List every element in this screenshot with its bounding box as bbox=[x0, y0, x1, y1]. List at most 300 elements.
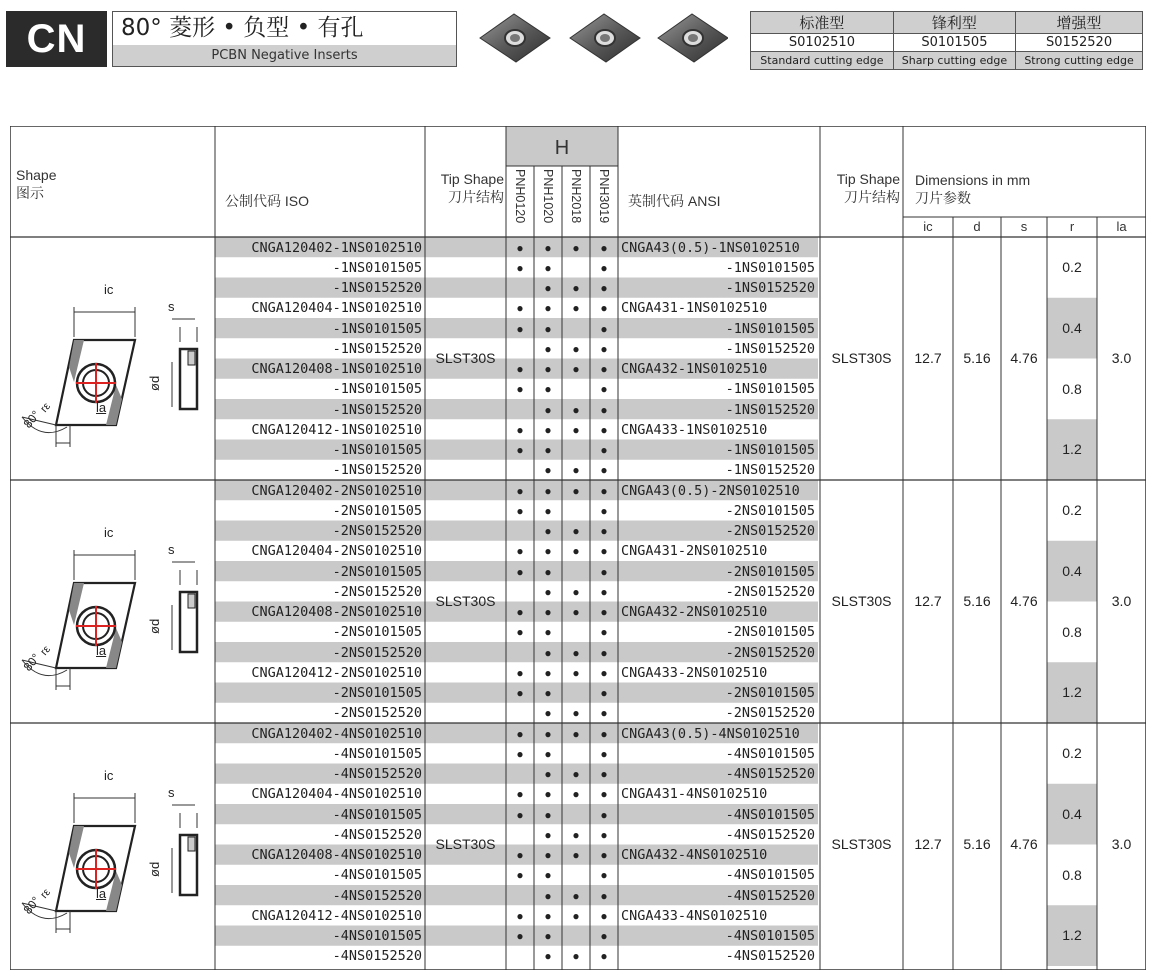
availability-dot: ● bbox=[516, 665, 524, 680]
iso-code: CNGA120408-2NS0102510 bbox=[251, 604, 422, 620]
dim-r-value: 1.2 bbox=[1062, 441, 1082, 458]
availability-dot: ● bbox=[572, 341, 580, 356]
ansi-code: -4NS0101505 bbox=[725, 745, 815, 762]
header-grade-pnh0120: PNH0120 bbox=[513, 169, 527, 224]
dim-r-value: 0.4 bbox=[1062, 805, 1082, 822]
dim-r-value: 0.4 bbox=[1062, 319, 1082, 336]
availability-dot: ● bbox=[572, 240, 580, 255]
availability-dot: ● bbox=[544, 301, 552, 316]
availability-dot: ● bbox=[516, 686, 524, 700]
iso-code: -1NS0101505 bbox=[332, 381, 422, 398]
title-en: PCBN Negative Inserts bbox=[113, 45, 456, 66]
availability-dot: ● bbox=[600, 301, 608, 316]
availability-dot: ● bbox=[600, 908, 608, 923]
iso-code: -1NS0101505 bbox=[332, 320, 422, 337]
availability-dot: ● bbox=[544, 362, 552, 376]
ansi-code: -4NS0101505 bbox=[725, 806, 815, 823]
dim-s-value: 4.76 bbox=[1010, 836, 1038, 852]
ansi-code: CNGA431-2NS0102510 bbox=[621, 543, 768, 560]
availability-dot: ● bbox=[544, 240, 552, 255]
availability-dot: ● bbox=[600, 807, 608, 822]
ansi-code: CNGA431-4NS0102510 bbox=[621, 786, 768, 803]
dim-d-value: 5.16 bbox=[963, 836, 991, 852]
availability-dot: ● bbox=[600, 767, 608, 781]
tip-shape-value: SLST30S bbox=[435, 593, 496, 609]
insert-top-view bbox=[22, 307, 135, 447]
availability-dot: ● bbox=[544, 868, 552, 883]
availability-dot: ● bbox=[600, 848, 608, 862]
availability-dot: ● bbox=[600, 827, 608, 842]
availability-dot: ● bbox=[572, 888, 580, 903]
availability-empty bbox=[506, 703, 534, 723]
availability-dot: ● bbox=[600, 463, 608, 478]
availability-dot: ● bbox=[516, 422, 524, 437]
availability-empty bbox=[506, 582, 534, 602]
iso-code: CNGA120412-2NS0102510 bbox=[251, 664, 422, 681]
ansi-code: CNGA433-4NS0102510 bbox=[621, 907, 768, 924]
edge-type-table bbox=[750, 11, 1143, 70]
ansi-code: -4NS0101505 bbox=[725, 928, 815, 944]
insert-icon-standard bbox=[480, 14, 550, 62]
diagram-label-s: s bbox=[168, 299, 175, 314]
ansi-code: -2NS0101505 bbox=[725, 624, 815, 641]
availability-dot: ● bbox=[544, 443, 552, 457]
diagram-label-la: la bbox=[96, 400, 107, 415]
availability-empty bbox=[506, 825, 534, 845]
availability-dot: ● bbox=[600, 362, 608, 376]
dim-r-value: 0.8 bbox=[1062, 380, 1082, 397]
ansi-code: -4NS0152520 bbox=[725, 826, 815, 843]
availability-dot: ● bbox=[600, 746, 608, 761]
ansi-code: CNGA431-1NS0102510 bbox=[621, 300, 768, 317]
availability-dot: ● bbox=[600, 382, 608, 397]
availability-dot: ● bbox=[544, 787, 552, 802]
insert-side-view bbox=[172, 319, 197, 409]
diagram-label-angle: 80° bbox=[20, 893, 43, 917]
availability-dot: ● bbox=[600, 868, 608, 883]
availability-dot: ● bbox=[600, 544, 608, 559]
iso-code: -1NS0152520 bbox=[332, 401, 422, 418]
ansi-code: CNGA432-4NS0102510 bbox=[621, 847, 768, 863]
availability-dot: ● bbox=[544, 402, 552, 417]
availability-dot: ● bbox=[516, 260, 524, 275]
availability-dot: ● bbox=[544, 422, 552, 437]
availability-dot: ● bbox=[600, 686, 608, 700]
availability-dot: ● bbox=[516, 443, 524, 457]
ansi-code: -2NS0101505 bbox=[725, 563, 815, 580]
ansi-code: -4NS0152520 bbox=[725, 766, 815, 782]
iso-code: CNGA120404-4NS0102510 bbox=[251, 786, 422, 803]
iso-code: -1NS0101505 bbox=[332, 259, 422, 276]
availability-dot: ● bbox=[516, 848, 524, 862]
availability-dot: ● bbox=[600, 929, 608, 943]
availability-dot: ● bbox=[516, 382, 524, 397]
availability-dot: ● bbox=[544, 564, 552, 579]
header-iso: 公制代码 ISO bbox=[225, 193, 310, 209]
dim-s-value: 4.76 bbox=[1010, 350, 1038, 366]
availability-dot: ● bbox=[544, 767, 552, 781]
iso-code: -4NS0152520 bbox=[332, 766, 422, 782]
dim-ic-value: 12.7 bbox=[914, 836, 942, 852]
availability-dot: ● bbox=[544, 321, 552, 336]
availability-dot: ● bbox=[544, 281, 552, 295]
availability-dot: ● bbox=[600, 726, 608, 741]
product-table bbox=[10, 126, 1146, 970]
availability-dot: ● bbox=[544, 726, 552, 741]
availability-dot: ● bbox=[516, 625, 524, 640]
availability-dot: ● bbox=[600, 625, 608, 640]
availability-dot: ● bbox=[572, 787, 580, 802]
availability-empty bbox=[562, 926, 590, 946]
diagram-label-ic: ic bbox=[104, 768, 114, 783]
insert-side-view bbox=[172, 805, 197, 895]
edge-header-standard: 标准型 bbox=[751, 12, 894, 34]
availability-dot: ● bbox=[544, 807, 552, 822]
availability-dot: ● bbox=[600, 483, 608, 498]
availability-dot: ● bbox=[516, 321, 524, 336]
edge-desc-strong: Strong cutting edge bbox=[1016, 52, 1143, 70]
diagram-label-re: rε bbox=[38, 643, 53, 658]
availability-dot: ● bbox=[600, 240, 608, 255]
availability-dot: ● bbox=[544, 483, 552, 498]
tip-shape-value-2: SLST30S bbox=[831, 593, 892, 609]
availability-dot: ● bbox=[572, 665, 580, 680]
ansi-code: CNGA43(0.5)-2NS0102510 bbox=[621, 482, 800, 499]
availability-dot: ● bbox=[572, 281, 580, 295]
iso-code: -2NS0101505 bbox=[332, 563, 422, 580]
iso-code: CNGA120402-1NS0102510 bbox=[251, 239, 422, 256]
availability-dot: ● bbox=[516, 362, 524, 376]
iso-code: -1NS0152520 bbox=[332, 340, 422, 357]
iso-code: -2NS0101505 bbox=[332, 624, 422, 641]
iso-code: -4NS0101505 bbox=[332, 928, 422, 944]
ansi-code: -2NS0101505 bbox=[725, 685, 815, 701]
availability-dot: ● bbox=[572, 706, 580, 721]
diagram-label-s: s bbox=[168, 785, 175, 800]
iso-code: -1NS0101505 bbox=[332, 442, 422, 458]
dim-r-value: 0.8 bbox=[1062, 866, 1082, 883]
availability-empty bbox=[562, 501, 590, 521]
header-shape: Shape 图示 bbox=[16, 167, 57, 201]
availability-empty bbox=[506, 946, 534, 966]
availability-empty bbox=[562, 562, 590, 582]
availability-dot: ● bbox=[544, 645, 552, 660]
edge-header-strong: 增强型 bbox=[1016, 12, 1143, 34]
dim-r-value: 1.2 bbox=[1062, 684, 1082, 701]
availability-dot: ● bbox=[600, 422, 608, 437]
tip-shape-value: SLST30S bbox=[435, 836, 496, 852]
availability-empty bbox=[562, 440, 590, 460]
availability-empty bbox=[562, 744, 590, 764]
availability-dot: ● bbox=[572, 949, 580, 964]
dim-r-value: 0.8 bbox=[1062, 623, 1082, 640]
dim-r-value: 1.2 bbox=[1062, 927, 1082, 944]
availability-dot: ● bbox=[516, 605, 524, 619]
edge-code-strong: S0152520 bbox=[1016, 34, 1143, 52]
availability-empty bbox=[506, 764, 534, 784]
availability-dot: ● bbox=[516, 908, 524, 923]
availability-empty bbox=[506, 460, 534, 480]
availability-dot: ● bbox=[544, 949, 552, 964]
header-grade-pnh2018: PNH2018 bbox=[569, 169, 583, 224]
ansi-code: CNGA43(0.5)-4NS0102510 bbox=[621, 725, 800, 742]
ansi-code: -2NS0152520 bbox=[725, 705, 815, 722]
iso-code: -2NS0152520 bbox=[332, 705, 422, 722]
dim-r-value: 0.2 bbox=[1062, 502, 1082, 518]
availability-dot: ● bbox=[544, 260, 552, 275]
tip-shape-value: SLST30S bbox=[435, 350, 496, 366]
ansi-code: -1NS0152520 bbox=[725, 462, 815, 479]
header-dim-d: d bbox=[973, 219, 981, 234]
availability-empty bbox=[506, 521, 534, 541]
edge-header-sharp: 锋利型 bbox=[893, 12, 1015, 34]
availability-dot: ● bbox=[600, 321, 608, 336]
edge-code-standard: S0102510 bbox=[751, 34, 894, 52]
product-code-badge: CN bbox=[6, 11, 107, 67]
diagram-label-d: ød bbox=[147, 375, 162, 391]
availability-dot: ● bbox=[600, 949, 608, 964]
diagram-label-ic: ic bbox=[104, 282, 114, 297]
availability-dot: ● bbox=[516, 787, 524, 802]
availability-dot: ● bbox=[516, 726, 524, 741]
ansi-code: CNGA433-2NS0102510 bbox=[621, 664, 768, 681]
availability-dot: ● bbox=[544, 746, 552, 761]
diagram-label-s: s bbox=[168, 542, 175, 557]
ansi-code: -2NS0152520 bbox=[725, 523, 815, 539]
availability-dot: ● bbox=[600, 787, 608, 802]
availability-dot: ● bbox=[544, 605, 552, 619]
availability-dot: ● bbox=[572, 422, 580, 437]
availability-dot: ● bbox=[544, 665, 552, 680]
header-ansi: 英制代码 ANSI bbox=[628, 193, 721, 209]
availability-dot: ● bbox=[516, 807, 524, 822]
dim-d-value: 5.16 bbox=[963, 350, 991, 366]
availability-dot: ● bbox=[544, 463, 552, 478]
ansi-code: -1NS0101505 bbox=[725, 320, 815, 337]
ansi-code: -1NS0152520 bbox=[725, 280, 815, 296]
iso-code: -2NS0101505 bbox=[332, 502, 422, 519]
diagram-label-d: ød bbox=[147, 861, 162, 877]
ansi-code: -4NS0152520 bbox=[725, 887, 815, 904]
availability-dot: ● bbox=[516, 503, 524, 518]
dim-la-value: 3.0 bbox=[1111, 593, 1132, 609]
availability-dot: ● bbox=[516, 564, 524, 579]
availability-dot: ● bbox=[572, 848, 580, 862]
availability-empty bbox=[562, 683, 590, 703]
ansi-code: -2NS0152520 bbox=[725, 583, 815, 600]
iso-code: -4NS0101505 bbox=[332, 806, 422, 823]
header-dim-la: la bbox=[1116, 219, 1127, 234]
ansi-code: -1NS0101505 bbox=[725, 381, 815, 398]
header-dim-s: s bbox=[1020, 219, 1028, 234]
availability-dot: ● bbox=[600, 564, 608, 579]
availability-dot: ● bbox=[600, 524, 608, 538]
tip-shape-value-2: SLST30S bbox=[831, 350, 892, 366]
edge-code-sharp: S0101505 bbox=[893, 34, 1015, 52]
diagram-label-re: rε bbox=[38, 400, 53, 415]
availability-empty bbox=[562, 319, 590, 339]
availability-dot: ● bbox=[572, 584, 580, 599]
insert-side-view bbox=[172, 562, 197, 652]
iso-code: -2NS0101505 bbox=[332, 685, 422, 701]
dim-ic-value: 12.7 bbox=[914, 350, 942, 366]
availability-dot: ● bbox=[572, 483, 580, 498]
iso-code: CNGA120404-1NS0102510 bbox=[251, 300, 422, 317]
availability-dot: ● bbox=[544, 544, 552, 559]
iso-code: -4NS0152520 bbox=[332, 887, 422, 904]
iso-code: CNGA120408-1NS0102510 bbox=[251, 361, 422, 377]
availability-dot: ● bbox=[572, 402, 580, 417]
availability-dot: ● bbox=[600, 341, 608, 356]
availability-empty bbox=[562, 805, 590, 825]
availability-dot: ● bbox=[572, 827, 580, 842]
availability-dot: ● bbox=[544, 382, 552, 397]
availability-dot: ● bbox=[600, 443, 608, 457]
availability-dot: ● bbox=[516, 544, 524, 559]
dim-la-value: 3.0 bbox=[1111, 350, 1132, 366]
iso-code: CNGA120412-1NS0102510 bbox=[251, 421, 422, 438]
iso-code: -2NS0152520 bbox=[332, 583, 422, 600]
iso-code: CNGA120404-2NS0102510 bbox=[251, 543, 422, 560]
header-grade-pnh1020: PNH1020 bbox=[541, 169, 555, 224]
availability-dot: ● bbox=[572, 524, 580, 538]
ansi-code: -4NS0152520 bbox=[725, 948, 815, 965]
availability-dot: ● bbox=[572, 301, 580, 316]
diagram-label-d: ød bbox=[147, 618, 162, 634]
availability-dot: ● bbox=[544, 929, 552, 943]
availability-dot: ● bbox=[600, 260, 608, 275]
availability-dot: ● bbox=[544, 706, 552, 721]
iso-code: -4NS0101505 bbox=[332, 745, 422, 762]
ansi-code: CNGA432-2NS0102510 bbox=[621, 604, 768, 620]
iso-code: -4NS0101505 bbox=[332, 867, 422, 884]
dim-ic-value: 12.7 bbox=[914, 593, 942, 609]
availability-dot: ● bbox=[600, 665, 608, 680]
title-cn: 80° 菱形 • 负型 • 有孔 bbox=[121, 15, 364, 41]
availability-dot: ● bbox=[600, 402, 608, 417]
ansi-code: CNGA432-1NS0102510 bbox=[621, 361, 768, 377]
availability-dot: ● bbox=[516, 483, 524, 498]
header-dim-ic: ic bbox=[923, 219, 933, 234]
availability-empty bbox=[562, 622, 590, 642]
insert-illustrations bbox=[478, 8, 728, 68]
header-grade-pnh3019: PNH3019 bbox=[597, 169, 611, 224]
edge-desc-sharp: Sharp cutting edge bbox=[893, 52, 1015, 70]
header-dimensions: Dimensions in mm 刀片参数 bbox=[915, 172, 1031, 206]
availability-dot: ● bbox=[544, 625, 552, 640]
availability-dot: ● bbox=[544, 503, 552, 518]
iso-code: -2NS0152520 bbox=[332, 523, 422, 539]
ansi-code: -1NS0152520 bbox=[725, 401, 815, 418]
availability-empty bbox=[506, 339, 534, 359]
availability-dot: ● bbox=[600, 584, 608, 599]
header-tip-shape: Tip Shape 刀片结构 bbox=[440, 171, 504, 205]
availability-dot: ● bbox=[572, 463, 580, 478]
availability-dot: ● bbox=[572, 645, 580, 660]
dim-s-value: 4.76 bbox=[1010, 593, 1038, 609]
insert-icon-sharp bbox=[570, 14, 640, 62]
dim-la-value: 3.0 bbox=[1111, 836, 1132, 852]
availability-empty bbox=[562, 865, 590, 885]
diagram-label-re: rε bbox=[38, 886, 53, 901]
availability-dot: ● bbox=[572, 726, 580, 741]
header-grade-group: H bbox=[554, 137, 570, 159]
availability-empty bbox=[506, 886, 534, 906]
iso-code: CNGA120408-4NS0102510 bbox=[251, 847, 422, 863]
availability-dot: ● bbox=[600, 888, 608, 903]
dim-d-value: 5.16 bbox=[963, 593, 991, 609]
availability-dot: ● bbox=[544, 908, 552, 923]
title-box bbox=[112, 11, 457, 67]
availability-dot: ● bbox=[544, 686, 552, 700]
diagram-label-angle: 80° bbox=[20, 407, 43, 431]
availability-empty bbox=[562, 258, 590, 278]
dim-r-value: 0.2 bbox=[1062, 745, 1082, 761]
dim-r-value: 0.4 bbox=[1062, 562, 1082, 579]
availability-empty bbox=[506, 278, 534, 298]
diagram-label-angle: 80° bbox=[20, 650, 43, 674]
availability-empty bbox=[506, 400, 534, 420]
availability-dot: ● bbox=[600, 281, 608, 295]
ansi-code: CNGA43(0.5)-1NS0102510 bbox=[621, 239, 800, 256]
availability-dot: ● bbox=[600, 645, 608, 660]
availability-dot: ● bbox=[544, 584, 552, 599]
availability-dot: ● bbox=[516, 301, 524, 316]
availability-empty bbox=[562, 379, 590, 399]
ansi-code: CNGA433-1NS0102510 bbox=[621, 421, 768, 438]
iso-code: -1NS0152520 bbox=[332, 280, 422, 296]
dim-r-value: 0.2 bbox=[1062, 259, 1082, 275]
tip-shape-value-2: SLST30S bbox=[831, 836, 892, 852]
header-tip-shape-2: Tip Shape 刀片结构 bbox=[836, 171, 900, 205]
diagram-label-la: la bbox=[96, 886, 107, 901]
edge-desc-standard: Standard cutting edge bbox=[751, 52, 894, 70]
availability-dot: ● bbox=[544, 827, 552, 842]
diagram-label-la: la bbox=[96, 643, 107, 658]
availability-dot: ● bbox=[572, 767, 580, 781]
availability-dot: ● bbox=[572, 362, 580, 376]
availability-dot: ● bbox=[600, 503, 608, 518]
availability-dot: ● bbox=[516, 746, 524, 761]
iso-code: -4NS0152520 bbox=[332, 826, 422, 843]
availability-dot: ● bbox=[572, 908, 580, 923]
availability-dot: ● bbox=[544, 341, 552, 356]
ansi-code: -1NS0152520 bbox=[725, 340, 815, 357]
availability-empty bbox=[506, 643, 534, 663]
availability-dot: ● bbox=[572, 544, 580, 559]
header-dim-r: r bbox=[1069, 219, 1075, 234]
availability-dot: ● bbox=[544, 848, 552, 862]
ansi-code: -4NS0101505 bbox=[725, 867, 815, 884]
availability-dot: ● bbox=[600, 706, 608, 721]
availability-dot: ● bbox=[544, 524, 552, 538]
availability-dot: ● bbox=[516, 929, 524, 943]
iso-code: -1NS0152520 bbox=[332, 462, 422, 479]
insert-icon-strong bbox=[658, 14, 728, 62]
ansi-code: -1NS0101505 bbox=[725, 259, 815, 276]
diagram-label-ic: ic bbox=[104, 525, 114, 540]
ansi-code: -2NS0152520 bbox=[725, 644, 815, 661]
availability-dot: ● bbox=[600, 605, 608, 619]
insert-top-view bbox=[22, 793, 135, 933]
ansi-code: -2NS0101505 bbox=[725, 502, 815, 519]
availability-dot: ● bbox=[516, 868, 524, 883]
availability-dot: ● bbox=[572, 605, 580, 619]
insert-top-view bbox=[22, 550, 135, 690]
availability-dot: ● bbox=[516, 240, 524, 255]
availability-dot: ● bbox=[544, 888, 552, 903]
iso-code: -2NS0152520 bbox=[332, 644, 422, 661]
